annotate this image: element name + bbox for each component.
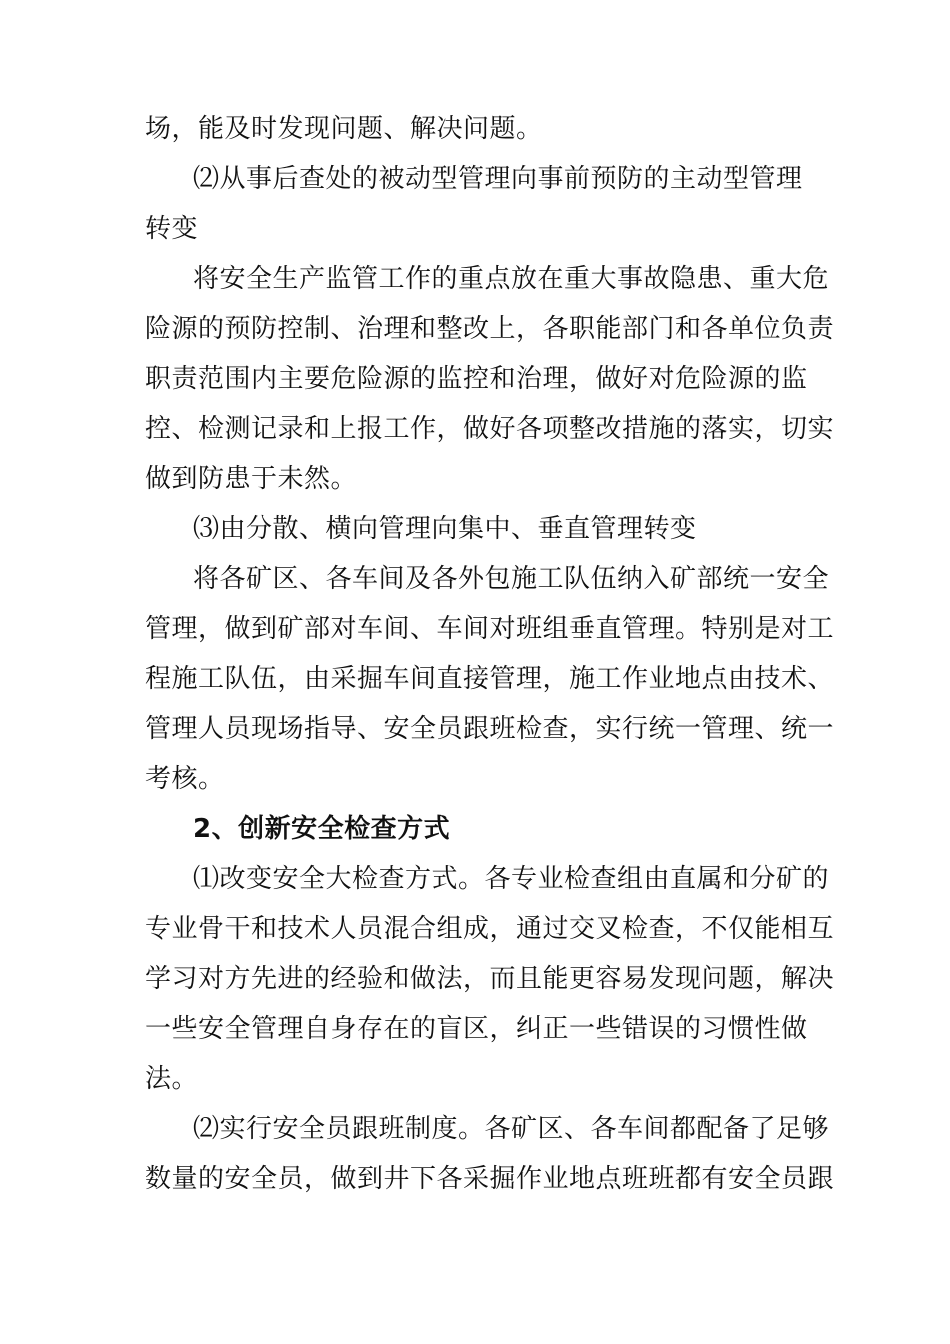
subheading-line: 转变	[145, 214, 199, 244]
paragraph-line: 管理人员现场指导、安全员跟班检查，实行统一管理、统一	[145, 714, 835, 744]
paragraph-line: 将安全生产监管工作的重点放在重大事故隐患、重大危	[193, 264, 830, 294]
paragraph-line: ⑵实行安全员跟班制度。各矿区、各车间都配备了足够	[193, 1114, 830, 1144]
paragraph-line: 职责范围内主要危险源的监控和治理，做好对危险源的监	[145, 364, 808, 394]
paragraph-line: 程施工队伍，由采掘车间直接管理，施工作业地点由技术、	[145, 664, 835, 694]
paragraph-line: 数量的安全员，做到井下各采掘作业地点班班都有安全员跟	[145, 1164, 835, 1194]
subheading-line: ⑶由分散、横向管理向集中、垂直管理转变	[193, 514, 697, 544]
paragraph-line: 管理，做到矿部对车间、车间对班组垂直管理。特别是对工	[145, 614, 835, 644]
paragraph-line: 学习对方先进的经验和做法，而且能更容易发现问题，解决	[145, 964, 835, 994]
paragraph-line: 场，能及时发现问题、解决问题。	[145, 114, 543, 144]
paragraph-line: 专业骨干和技术人员混合组成，通过交叉检查，不仅能相互	[145, 914, 835, 944]
paragraph-line: 将各矿区、各车间及各外包施工队伍纳入矿部统一安全	[193, 564, 830, 594]
paragraph-line: 险源的预防控制、治理和整改上，各职能部门和各单位负责	[145, 314, 835, 344]
paragraph-line: 控、检测记录和上报工作，做好各项整改措施的落实，切实	[145, 414, 835, 444]
paragraph-line: ⑴改变安全大检查方式。各专业检查组由直属和分矿的	[193, 864, 830, 894]
paragraph-line: 做到防患于未然。	[145, 464, 358, 494]
subheading-line: ⑵从事后查处的被动型管理向事前预防的主动型管理	[193, 164, 803, 194]
paragraph-line: 一些安全管理自身存在的盲区，纠正一些错误的习惯性做	[145, 1014, 808, 1044]
section-heading: 2、创新安全检查方式	[193, 814, 451, 844]
paragraph-line: 考核。	[145, 764, 225, 794]
paragraph-line: 法。	[145, 1064, 199, 1094]
